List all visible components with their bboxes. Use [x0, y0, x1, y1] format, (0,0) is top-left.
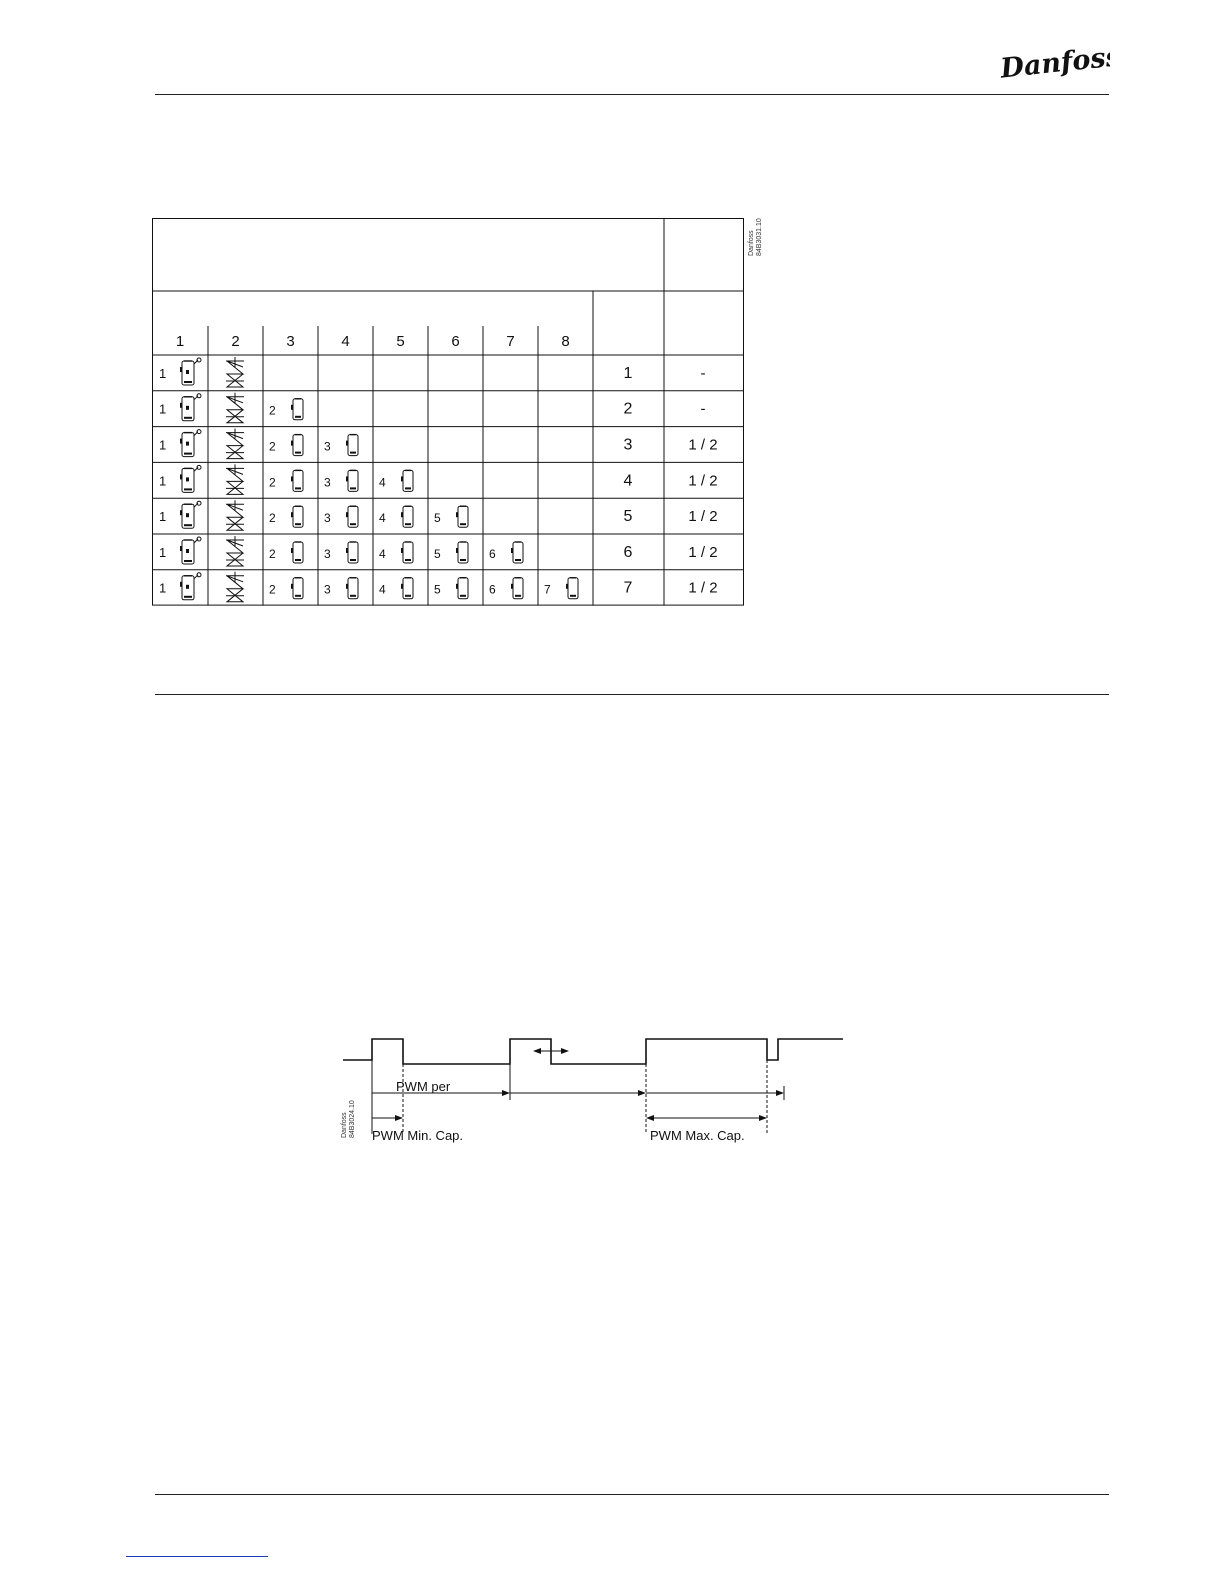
pwm-dashed-markers [403, 1060, 767, 1134]
compressor-number: 3 [324, 439, 331, 454]
compressor-number: 2 [269, 582, 276, 597]
row-groups: 1 / 2 [688, 472, 718, 490]
compressor-number: 2 [269, 439, 276, 454]
footer-link-underline[interactable] [126, 1556, 268, 1557]
compressor-number: 5 [434, 511, 441, 526]
row-label: 1 [159, 473, 167, 489]
danfoss-logo-text: Danfoss [999, 41, 1110, 82]
table-row [180, 536, 523, 566]
valve-icon [226, 572, 244, 602]
row-label: 1 [159, 401, 167, 417]
compressor-icon [346, 578, 358, 599]
compressor-icon [566, 578, 578, 599]
row-label: 1 [159, 580, 167, 596]
pwm-max-cap-arrows [646, 1115, 767, 1121]
row-groups: - [700, 364, 706, 382]
compressor-icon [456, 542, 468, 563]
valve-icon [226, 393, 244, 423]
compressor-icon [291, 578, 303, 599]
compressor-number: 7 [544, 582, 551, 597]
pwm-min-cap-arrow [372, 1115, 403, 1121]
valve-icon [226, 429, 244, 459]
compressor-number: 3 [324, 582, 331, 597]
row-groups: 1 / 2 [688, 543, 718, 561]
table-figure-code: Danfoss 84B3031.10 [748, 218, 763, 256]
pwm-solid-markers [372, 1060, 784, 1134]
valve-icon [226, 500, 244, 530]
footer-rule [155, 1494, 1109, 1495]
compressor-number: 2 [269, 546, 276, 561]
table-row [180, 393, 303, 423]
row-label: 1 [159, 365, 167, 381]
pwm-signal [343, 1039, 843, 1064]
compressor-icon [401, 578, 413, 599]
compressor-icon [401, 470, 413, 491]
compressor-icon [180, 430, 201, 457]
header-rule [155, 94, 1109, 95]
row-total: 3 [623, 436, 633, 454]
compressor-number: 5 [434, 546, 441, 561]
row-total: 4 [623, 472, 633, 490]
compressor-icon [511, 578, 523, 599]
table-column-header: 1 [175, 333, 185, 350]
compressor-icon [346, 470, 358, 491]
compressor-number: 2 [269, 511, 276, 526]
table-column-header: 3 [286, 333, 295, 350]
compressor-icon [291, 542, 303, 563]
pwm-max-cap-label: PWM Max. Cap. [650, 1128, 745, 1143]
compressor-number: 4 [379, 475, 386, 490]
compressor-icon [291, 506, 303, 527]
table-column-header: 5 [396, 333, 405, 350]
table-column-header: 7 [506, 333, 515, 350]
row-groups: 1 / 2 [688, 579, 718, 597]
compressor-icon [180, 465, 201, 492]
row-groups: 1 / 2 [688, 508, 718, 526]
row-label: 1 [159, 544, 167, 560]
compressor-icon [291, 399, 303, 420]
table-column-header: 8 [561, 333, 570, 350]
compressor-icon [346, 435, 358, 456]
pwm-period-label: PWM per [396, 1079, 451, 1094]
compressor-number: 3 [324, 475, 331, 490]
compressor-icon [511, 542, 523, 563]
compressor-number: 2 [269, 475, 276, 490]
valve-icon [226, 536, 244, 566]
row-groups: 1 / 2 [688, 436, 718, 454]
compressor-icon [291, 435, 303, 456]
compressor-number: 4 [379, 546, 386, 561]
pwm-figure-code: Danfoss 84B3024.10 [341, 1100, 356, 1138]
valve-icon [226, 357, 244, 387]
compressor-icon [180, 358, 201, 385]
row-label: 1 [159, 437, 167, 453]
row-total: 1 [623, 364, 633, 382]
compressor-icon [456, 578, 468, 599]
compressor-icon [180, 573, 201, 600]
compressor-icon [401, 542, 413, 563]
compressor-number: 6 [489, 582, 496, 597]
compressor-number: 5 [434, 582, 441, 597]
compressor-icon [346, 506, 358, 527]
compressor-icon [401, 506, 413, 527]
compressor-number: 3 [324, 546, 331, 561]
pwm-diagram [340, 1030, 860, 1150]
compressor-icon [180, 501, 201, 528]
danfoss-logo [998, 38, 1110, 82]
valve-icon [226, 464, 244, 494]
compressor-icon [346, 542, 358, 563]
compressor-icon [180, 394, 201, 421]
compressor-number: 4 [379, 511, 386, 526]
row-total: 5 [623, 508, 633, 526]
row-total: 7 [623, 579, 633, 597]
compressor-icon [180, 537, 201, 564]
compressor-icon [291, 470, 303, 491]
table-row [180, 357, 244, 387]
compressor-number: 4 [379, 582, 386, 597]
compressor-table [152, 218, 744, 606]
compressor-icon [456, 506, 468, 527]
compressor-number: 6 [489, 546, 496, 561]
row-total: 6 [623, 543, 633, 561]
table-column-header: 4 [341, 333, 350, 350]
pwm-min-cap-label: PWM Min. Cap. [372, 1128, 464, 1143]
compressor-number: 2 [269, 403, 276, 418]
table-column-header: 6 [451, 333, 460, 350]
section-rule [155, 694, 1109, 695]
table-column-header: 2 [231, 333, 240, 350]
row-total: 2 [623, 400, 633, 418]
row-groups: - [700, 400, 706, 418]
compressor-number: 3 [324, 511, 331, 526]
row-label: 1 [159, 509, 167, 525]
